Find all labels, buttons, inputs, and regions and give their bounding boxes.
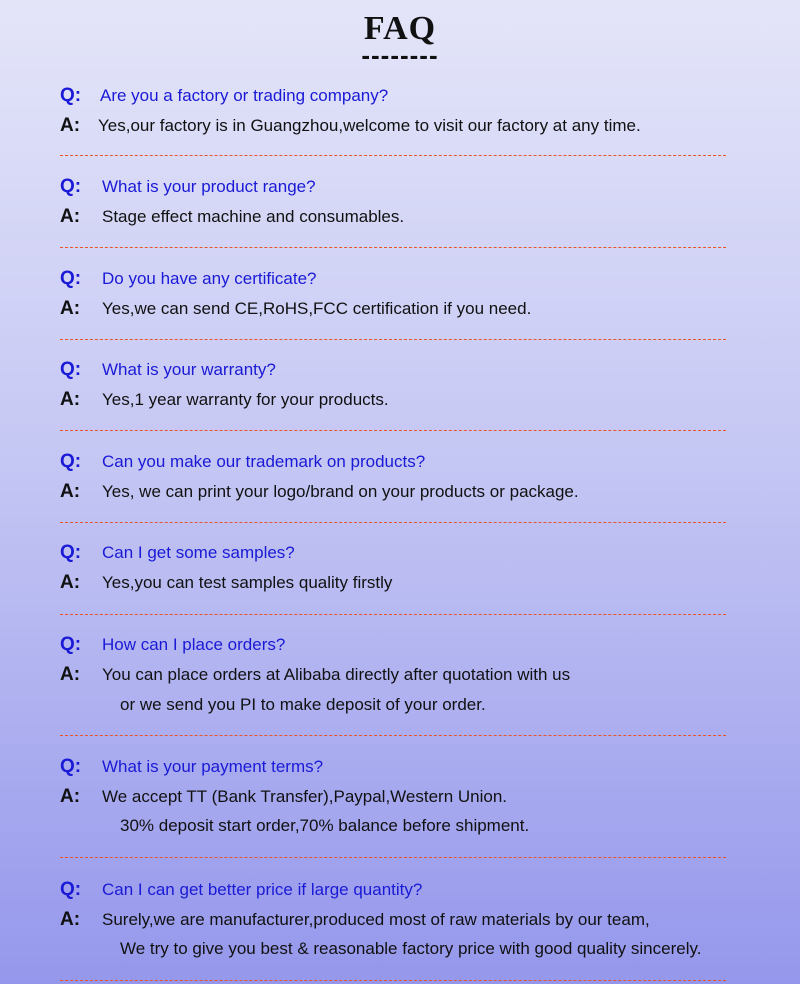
answer-text-continued: or we send you PI to make deposit of your order. xyxy=(120,695,486,714)
separator xyxy=(60,522,726,523)
question-marker: Q: xyxy=(60,634,82,655)
answer-text: You can place orders at Alibaba directly after quotation with us xyxy=(102,665,571,684)
page-title: FAQ xyxy=(363,10,437,47)
separator xyxy=(60,614,726,615)
question-text: What is your payment terms? xyxy=(102,757,324,776)
question-marker: Q: xyxy=(60,756,82,777)
answer-text: Yes,you can test samples quality firstly xyxy=(102,573,393,592)
question-marker: Q: xyxy=(60,879,82,900)
question-text: Can I can get better price if large quantity? xyxy=(102,880,423,899)
answer-marker: A: xyxy=(60,481,81,502)
question-text: Are you a factory or trading company? xyxy=(100,86,389,105)
question-text: What is your product range? xyxy=(102,177,316,196)
question-marker: Q: xyxy=(60,268,82,289)
answer-marker: A: xyxy=(60,786,81,807)
separator xyxy=(60,735,726,736)
answer-text-continued: 30% deposit start order,70% balance before shipment. xyxy=(120,816,530,835)
separator xyxy=(60,247,726,248)
answer-text-continued: We try to give you best & reasonable factory price with good quality sincerely. xyxy=(120,939,702,958)
answer-marker: A: xyxy=(60,909,81,930)
question-text: How can I place orders? xyxy=(102,635,286,654)
answer-marker: A: xyxy=(60,115,81,136)
separator xyxy=(60,980,726,981)
answer-marker: A: xyxy=(60,206,81,227)
question-text: What is your warranty? xyxy=(102,360,276,379)
answer-marker: A: xyxy=(60,572,81,593)
answer-text: Yes, we can print your logo/brand on your products or package. xyxy=(102,482,579,501)
answer-text: Surely,we are manufacturer,produced most of raw materials by our team, xyxy=(102,910,650,929)
question-marker: Q: xyxy=(60,542,82,563)
question-text: Can I get some samples? xyxy=(102,543,295,562)
title-underline: -------- xyxy=(361,40,439,70)
separator xyxy=(60,857,726,858)
question-marker: Q: xyxy=(60,359,82,380)
question-marker: Q: xyxy=(60,451,82,472)
separator xyxy=(60,339,726,340)
answer-text: Yes,our factory is in Guangzhou,welcome to visit our factory at any time. xyxy=(98,116,641,135)
answer-text: Yes,1 year warranty for your products. xyxy=(102,390,389,409)
answer-text: Stage effect machine and consumables. xyxy=(102,207,405,226)
separator xyxy=(60,155,726,156)
answer-marker: A: xyxy=(60,298,81,319)
question-text: Do you have any certificate? xyxy=(102,269,317,288)
answer-text: We accept TT (Bank Transfer),Paypal,Western Union. xyxy=(102,787,508,806)
answer-text: Yes,we can send CE,RoHS,FCC certification if you need. xyxy=(102,299,532,318)
question-text: Can you make our trademark on products? xyxy=(102,452,426,471)
question-marker: Q: xyxy=(60,176,82,197)
separator xyxy=(60,430,726,431)
answer-marker: A: xyxy=(60,664,81,685)
answer-marker: A: xyxy=(60,389,81,410)
question-marker: Q: xyxy=(60,85,82,106)
